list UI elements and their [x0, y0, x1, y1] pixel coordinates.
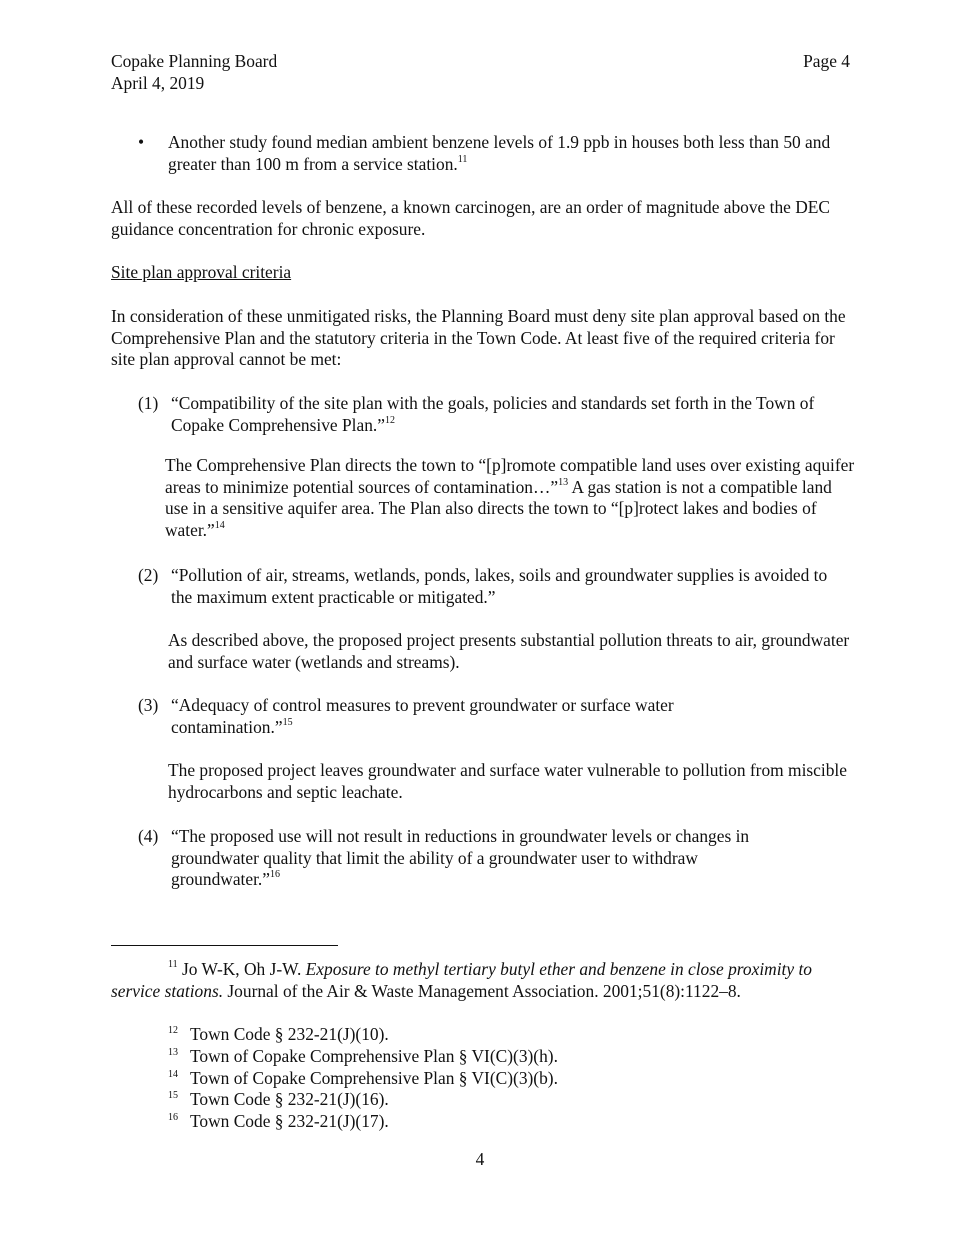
- section-heading-text: Site plan approval criteria: [111, 262, 292, 282]
- footnote-authors: Jo W-K, Oh J-W.: [177, 959, 306, 979]
- criterion-number: (2): [138, 565, 159, 585]
- header-date: April 4, 2019: [111, 72, 205, 93]
- bullet-symbol: •: [138, 132, 145, 152]
- footnote-text: Town of Copake Comprehensive Plan § VI(C)(3)(h).: [190, 1046, 558, 1066]
- page-number: 4: [475, 1149, 485, 1169]
- footnote-12: 12 Town Code § 232-21(J)(10).: [168, 1024, 389, 1044]
- paragraph-benzene-levels: All of these recorded levels of benzene, a known carcinogen, are an order of magnitude above the DEC guidance concentration for chronic exposure.: [111, 197, 831, 239]
- criterion-text: “Compatibility of the site plan with the goals, policies and standards set forth in the Town of Copake Comprehensive Plan.”: [171, 393, 815, 435]
- section-heading: [111, 262, 851, 284]
- footnote-text: Town of Copake Comprehensive Plan § VI(C)(3)(b).: [190, 1068, 558, 1088]
- footnote-ref-16[interactable]: 16: [270, 869, 280, 881]
- footnote-ref-11[interactable]: 11: [457, 153, 468, 165]
- criterion-text: “The proposed use will not result in reductions in groundwater levels or changes in groundwater quality that limit the ability of a groundwater user to withdraw groundwater.”: [171, 826, 750, 889]
- footnote-text: Town Code § 232-21(J)(17).: [190, 1111, 389, 1131]
- footnote-14: 14 Town of Copake Comprehensive Plan § VI(C)(3)(b).: [168, 1068, 558, 1088]
- footnote-text: Town Code § 232-21(J)(10).: [190, 1024, 389, 1044]
- letter-header: [111, 51, 277, 94]
- explanation-part: The Comprehensive Plan directs the town to “[p]romote compatible land uses over existing aquifer areas to minimize potential sources of contamination…”: [165, 455, 855, 497]
- footnote-ref-13[interactable]: 13: [558, 476, 569, 488]
- criterion-quote: [171, 393, 851, 436]
- criterion-text: “Adequacy of control measures to prevent groundwater or surface water contamination.”: [171, 695, 674, 737]
- criterion-number: (4): [138, 826, 159, 846]
- paragraph-deny-approval: In consideration of these unmitigated risks, the Planning Board must deny site plan approval based on the Comprehensive Plan and the statutory criteria in the Town Code. At least five of the required criteria for site plan approval cannot be met:: [111, 306, 846, 369]
- criterion-explanation: [165, 455, 855, 541]
- explanation-part: A gas station is not a compatible land use in a sensitive aquifer area. The Plan also directs the town to “[p]rotect lakes and bodies of water.”: [165, 476, 832, 540]
- footnote-ref-15[interactable]: 15: [282, 716, 293, 728]
- footnote-separator: [111, 945, 338, 946]
- criterion-number: (1): [138, 393, 159, 413]
- bullet-text: [168, 132, 848, 175]
- footnote-source: Journal of the Air & Waste Management Association. 2001;51(8):1122–8.: [223, 980, 741, 1001]
- footnote-title: Exposure to methyl tertiary butyl ether and benzene in close proximity to service stations.: [111, 959, 812, 1001]
- criterion-quote: [171, 695, 731, 738]
- footnote-15: 15 Town Code § 232-21(J)(16).: [168, 1089, 389, 1109]
- criterion-quote: [171, 826, 811, 891]
- footnote-16: 16 Town Code § 232-21(J)(17).: [168, 1111, 389, 1131]
- header-org: Copake Planning Board: [111, 51, 278, 71]
- header-page-label: Page 4: [803, 51, 850, 71]
- footnote-text: Town Code § 232-21(J)(16).: [190, 1089, 389, 1109]
- criterion-explanation: As described above, the proposed project presents substantial pollution threats to air, groundwater and surface water (wetlands and streams).: [168, 630, 850, 672]
- criterion-quote: “Pollution of air, streams, wetlands, ponds, lakes, soils and groundwater supplies is avoided to the maximum extent practicable or mitigated.”: [171, 565, 828, 607]
- footnote-11: [111, 959, 851, 1002]
- footnote-number: 11: [168, 959, 178, 971]
- bullet-body: Another study found median ambient benzene levels of 1.9 ppb in houses both less than 50 and greater than 100 m from a service station.: [168, 132, 831, 174]
- footnote-ref-14[interactable]: 14: [214, 519, 225, 531]
- criterion-number: (3): [138, 695, 159, 715]
- footnote-ref-12[interactable]: 12: [384, 414, 395, 426]
- criterion-explanation: The proposed project leaves groundwater and surface water vulnerable to pollution from miscible hydrocarbons and septic leachate.: [168, 760, 847, 802]
- footnote-13: 13 Town of Copake Comprehensive Plan § VI(C)(3)(h).: [168, 1046, 558, 1066]
